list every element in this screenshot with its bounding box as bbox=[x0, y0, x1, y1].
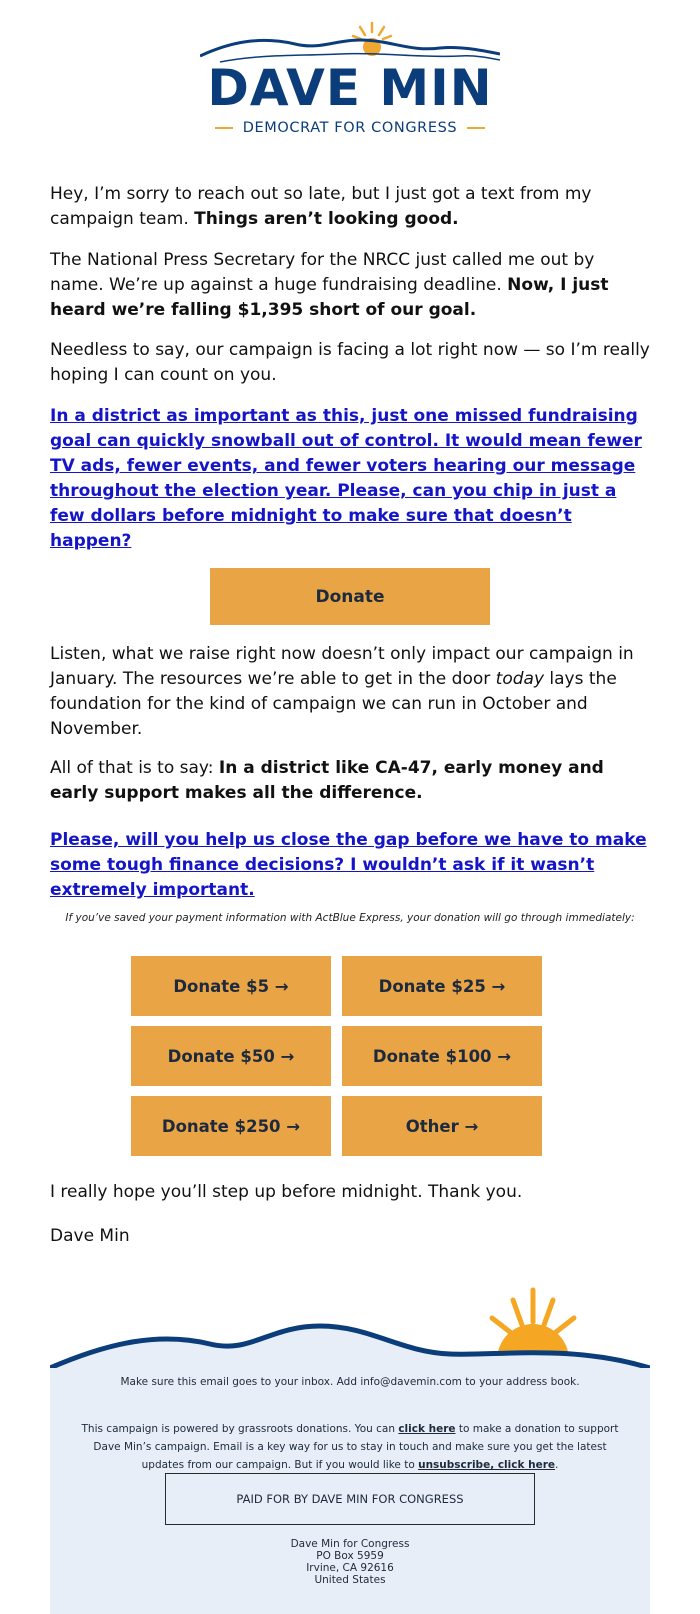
footer-paragraph bbox=[80, 1420, 620, 1474]
mailing-address bbox=[50, 1538, 650, 1586]
footer-paragraph-text-2: to make a donation to support Dave Min’s campaign. Email is a key way for us to stay in touch and make sure you get the latest updates from our campaign. But if you would like to bbox=[93, 1423, 619, 1471]
donate-button[interactable]: Donate bbox=[210, 568, 490, 625]
donate-100-button[interactable]: Donate $100 → bbox=[342, 1026, 542, 1086]
paragraph-1-text: Hey, I’m sorry to reach out so late, but I just got a text from my campaign team. bbox=[50, 184, 592, 229]
signature-text: Dave Min bbox=[50, 1226, 130, 1246]
donate-5-button[interactable]: Donate $5 → bbox=[131, 956, 331, 1016]
address-line: PO Box 5959 bbox=[316, 1550, 384, 1562]
paragraph-3 bbox=[50, 338, 650, 388]
tagline-rule-right bbox=[467, 127, 485, 129]
address-line: United States bbox=[314, 1574, 386, 1586]
header-logo bbox=[0, 0, 700, 150]
closing-line bbox=[50, 1180, 650, 1205]
ask-link-2-wrap bbox=[50, 828, 650, 903]
paragraph-2-bold: Now, I just heard we’re falling $1,395 short of our goal. bbox=[50, 275, 609, 320]
tagline-text: DEMOCRAT FOR CONGRESS bbox=[242, 120, 458, 136]
paragraph-1-bold: Things aren’t looking good. bbox=[194, 209, 459, 229]
paragraph-4-emphasis: today bbox=[495, 669, 545, 689]
address-line: Irvine, CA 92616 bbox=[306, 1562, 394, 1574]
paragraph-5-bold: In a district like CA-47, early money and early support makes all the difference. bbox=[50, 758, 604, 803]
paragraph-4-text-end: lays the foundation for the kind of campaign we can run in October and November. bbox=[50, 669, 617, 739]
paragraph-3-text: Needless to say, our campaign is facing a lot right now — so I’m really hoping I can count on you. bbox=[50, 340, 650, 385]
tagline-rule-left bbox=[215, 127, 233, 129]
footer bbox=[50, 1368, 650, 1614]
address-line: Dave Min for Congress bbox=[290, 1538, 410, 1550]
paragraph-2-text: The National Press Secretary for the NRCC just called me out by name. We’re up against a huge fundraising deadline. bbox=[50, 250, 595, 295]
closing-text: I really hope you’ll step up before midnight. Thank you. bbox=[50, 1182, 523, 1202]
donate-250-button[interactable]: Donate $250 → bbox=[131, 1096, 331, 1156]
paragraph-4 bbox=[50, 642, 650, 742]
logo-name: DAVE MIN bbox=[207, 59, 493, 117]
donate-25-button[interactable]: Donate $25 → bbox=[342, 956, 542, 1016]
paragraph-2 bbox=[50, 248, 650, 323]
logo-tagline bbox=[0, 118, 700, 138]
donate-other-button[interactable]: Other → bbox=[342, 1096, 542, 1156]
paragraph-5-text: All of that is to say: bbox=[50, 758, 219, 778]
donate-50-button[interactable]: Donate $50 → bbox=[131, 1026, 331, 1086]
footer-paragraph-text: This campaign is powered by grassroots donations. You can bbox=[81, 1423, 399, 1435]
signature bbox=[50, 1224, 650, 1249]
paragraph-4-text: Listen, what we raise right now doesn’t only impact our campaign in January. The resources we’re able to get in the door bbox=[50, 644, 634, 689]
ask-link-1[interactable]: In a district as important as this, just one missed fundraising goal can quickly snowball out of control. It would mean fewer TV ads, fewer events, and fewer voters hearing our message throughout the election year. Please, can you chip in just a few dollars before midnight to make sure that doesn’t happen? bbox=[50, 406, 642, 551]
donate-click-here-link[interactable]: click here bbox=[398, 1423, 456, 1435]
unsubscribe-link[interactable]: unsubscribe, click here bbox=[418, 1459, 556, 1471]
inbox-note: Make sure this email goes to your inbox. Add info@davemin.com to your address book. bbox=[120, 1376, 580, 1388]
paid-for-box bbox=[165, 1473, 535, 1525]
ask-link-2[interactable]: Please, will you help us close the gap before we have to make some tough finance decisions? I wouldn’t ask if it wasn’t extremely important. bbox=[50, 830, 647, 900]
paragraph-5 bbox=[50, 756, 650, 806]
paid-for-text: PAID FOR BY DAVE MIN FOR CONGRESS bbox=[236, 1492, 464, 1506]
ask-link-1-wrap bbox=[50, 404, 650, 554]
footer-paragraph-end: . bbox=[555, 1459, 559, 1471]
express-note: If you’ve saved your payment information with ActBlue Express, your donation will go through immediately: bbox=[65, 912, 635, 924]
paragraph-1 bbox=[50, 182, 650, 232]
